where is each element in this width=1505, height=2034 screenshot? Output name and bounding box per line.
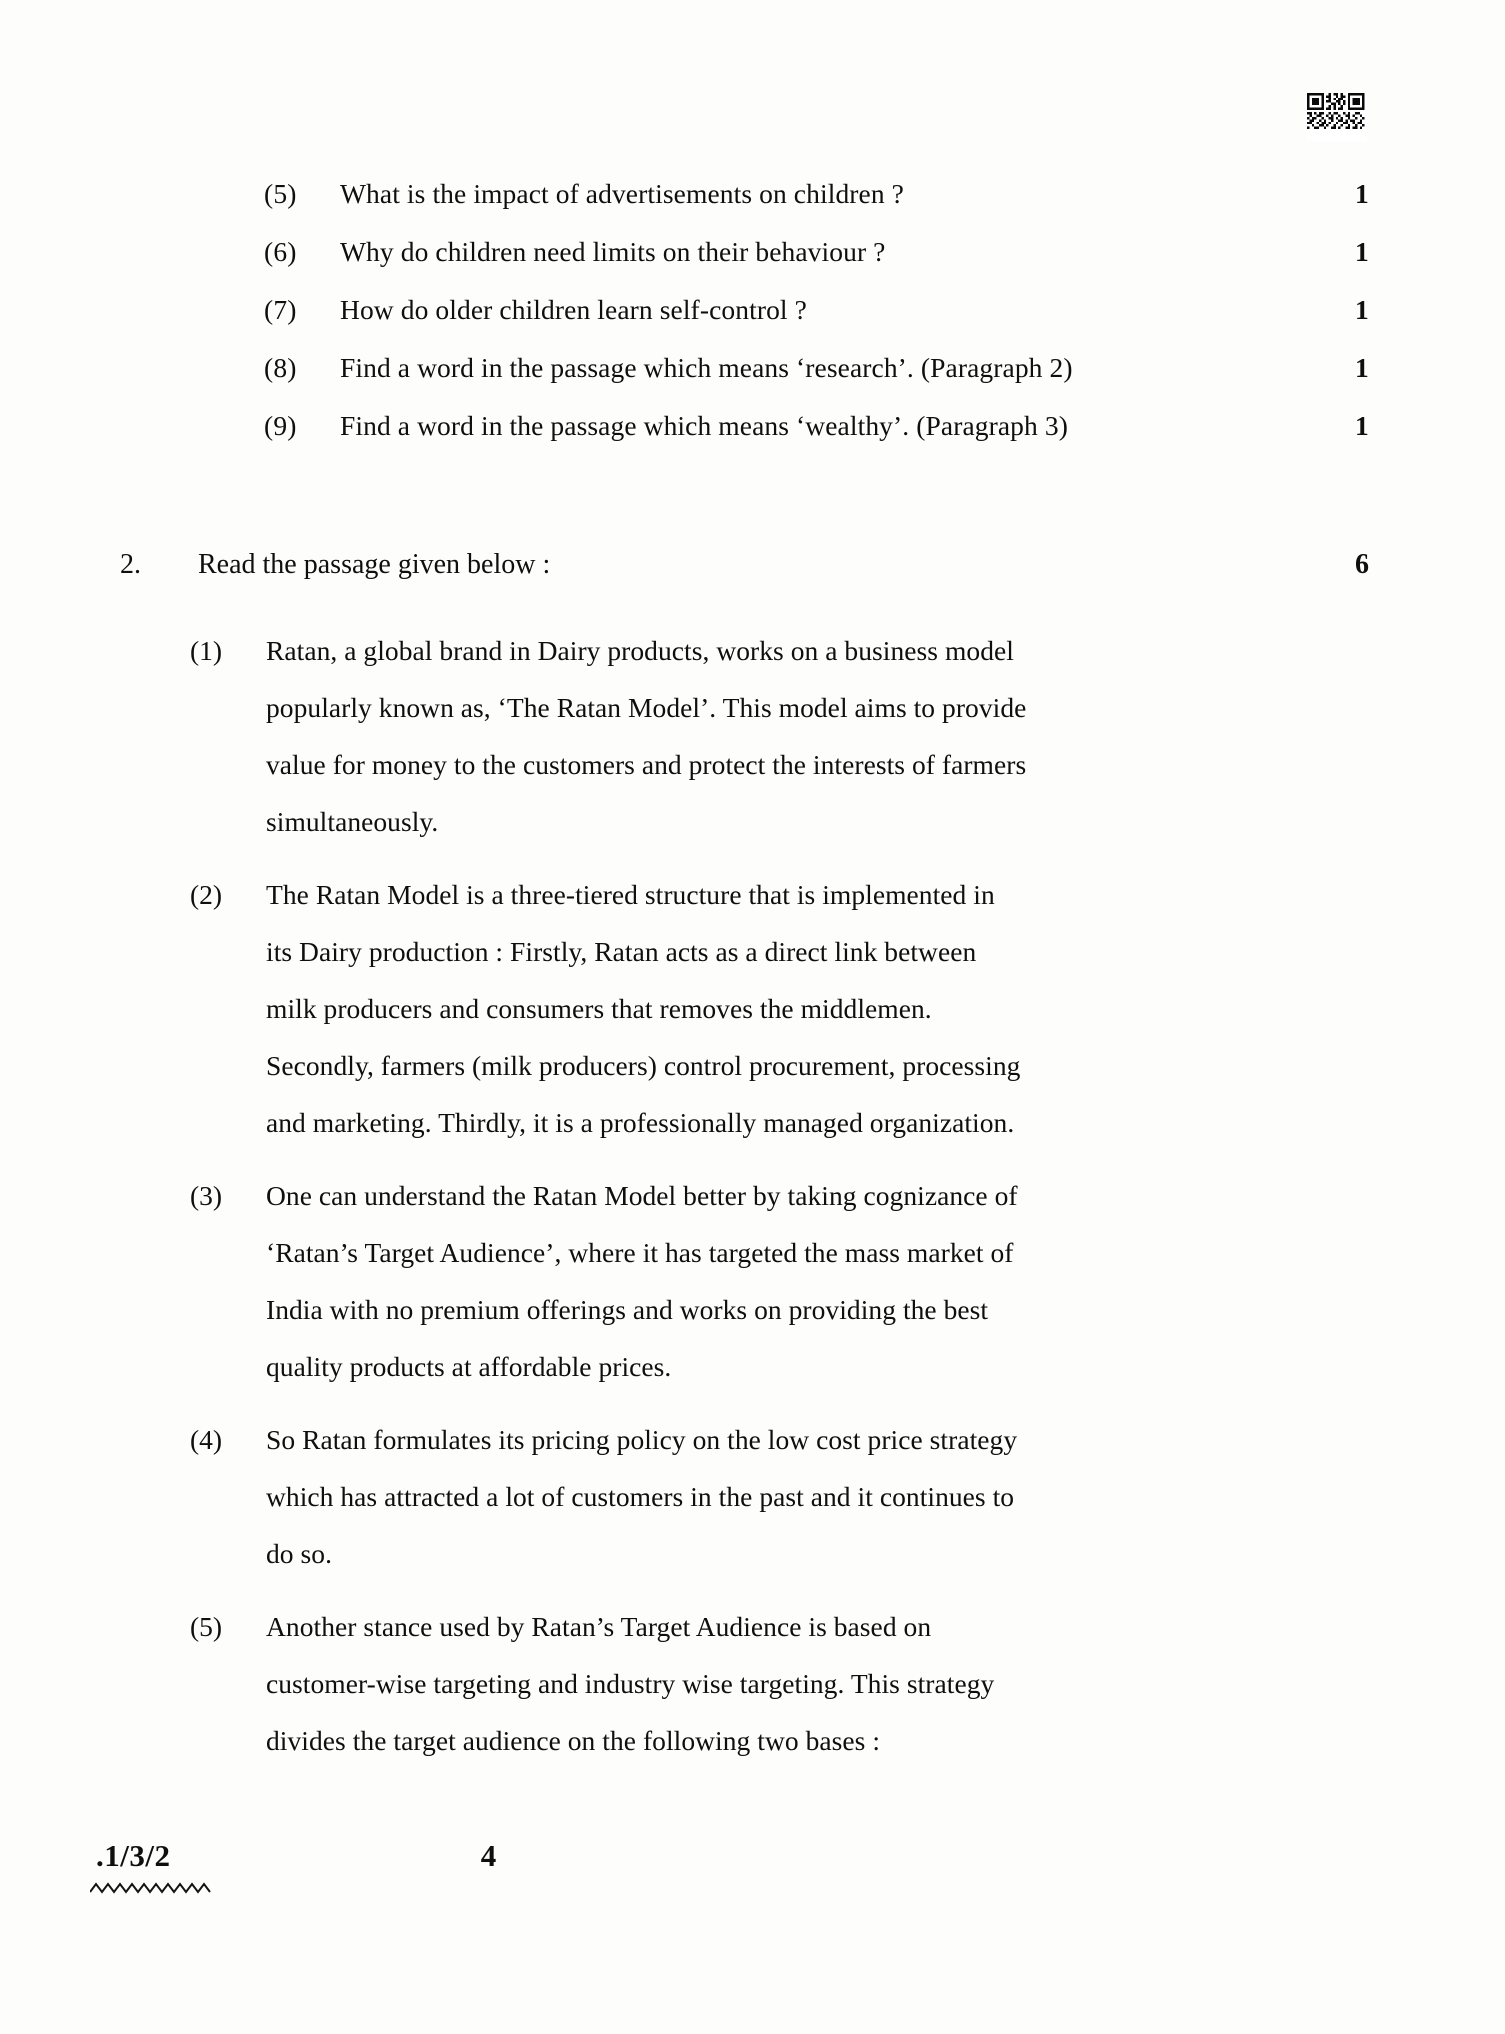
question-row bbox=[0, 410, 1505, 468]
question-text: What is the impact of advertisements on children ? bbox=[340, 178, 904, 209]
paragraph-line: ‘Ratan’s Target Audience’, where it has targeted the mass market of bbox=[266, 1237, 1014, 1268]
paragraph-line: simultaneously. bbox=[266, 806, 439, 837]
paragraph-line: Ratan, a global brand in Dairy products, works on a business model bbox=[266, 635, 1014, 666]
question-text: How do older children learn self-control ? bbox=[340, 294, 807, 325]
question-number: (5) bbox=[264, 178, 297, 209]
question-row bbox=[0, 178, 1505, 236]
question-text: Why do children need limits on their behaviour ? bbox=[340, 236, 886, 267]
section-heading bbox=[0, 549, 1505, 605]
question-text: Find a word in the passage which means ‘wealthy’. (Paragraph 3) bbox=[340, 410, 1068, 441]
paragraph-line: customer-wise targeting and industry wise targeting. This strategy bbox=[266, 1668, 995, 1699]
paragraph-number: (1) bbox=[190, 635, 223, 666]
question-marks: 1 bbox=[1355, 352, 1369, 383]
question-list bbox=[0, 178, 1505, 468]
paragraph-lines bbox=[266, 622, 1330, 850]
squiggle-underline-icon bbox=[90, 1882, 220, 1896]
paragraph-line: which has attracted a lot of customers in the past and it continues to bbox=[266, 1481, 1015, 1512]
passage-paragraph bbox=[0, 1598, 1505, 1769]
question-marks: 1 bbox=[1355, 410, 1369, 441]
paragraph-line: India with no premium offerings and works on providing the best bbox=[266, 1294, 989, 1325]
section-number: 2. bbox=[120, 549, 141, 580]
paragraph-line: Secondly, farmers (milk producers) control procurement, processing bbox=[266, 1050, 1021, 1081]
qr-code-icon bbox=[1307, 93, 1367, 141]
paragraph-line: do so. bbox=[266, 1538, 333, 1569]
paragraph-lines bbox=[266, 1167, 1330, 1395]
paragraph-line: Another stance used by Ratan’s Target Audience is based on bbox=[266, 1611, 932, 1642]
paragraph-line: quality products at affordable prices. bbox=[266, 1351, 672, 1382]
passage-paragraph bbox=[0, 866, 1505, 1151]
paragraph-line: value for money to the customers and protect the interests of farmers bbox=[266, 749, 1027, 780]
passage-paragraph bbox=[0, 1167, 1505, 1395]
paragraph-line: popularly known as, ‘The Ratan Model’. This model aims to provide bbox=[266, 692, 1027, 723]
question-row bbox=[0, 294, 1505, 352]
passage-paragraph bbox=[0, 1411, 1505, 1582]
section-two bbox=[0, 549, 1505, 605]
paragraph-line: So Ratan formulates its pricing policy on the low cost price strategy bbox=[266, 1424, 1018, 1455]
paragraph-lines bbox=[266, 1598, 1330, 1769]
question-row bbox=[0, 236, 1505, 294]
question-marks: 1 bbox=[1355, 236, 1369, 267]
paragraph-lines bbox=[266, 1411, 1330, 1582]
paragraph-line: and marketing. Thirdly, it is a professionally managed organization. bbox=[266, 1107, 1015, 1138]
paragraph-line: The Ratan Model is a three-tiered structure that is implemented in bbox=[266, 879, 995, 910]
paragraph-lines bbox=[266, 866, 1330, 1151]
question-number: (9) bbox=[264, 410, 297, 441]
paragraph-number: (3) bbox=[190, 1180, 223, 1211]
paragraph-number: (2) bbox=[190, 879, 223, 910]
section-marks: 6 bbox=[1355, 549, 1369, 580]
paragraph-line: divides the target audience on the following two bases : bbox=[266, 1725, 881, 1756]
question-marks: 1 bbox=[1355, 178, 1369, 209]
section-title: Read the passage given below : bbox=[198, 549, 551, 580]
paragraph-number: (4) bbox=[190, 1424, 223, 1455]
question-marks: 1 bbox=[1355, 294, 1369, 325]
question-number: (7) bbox=[264, 294, 297, 325]
question-number: (8) bbox=[264, 352, 297, 383]
question-number: (6) bbox=[264, 236, 297, 267]
paragraph-line: One can understand the Ratan Model better by taking cognizance of bbox=[266, 1180, 1018, 1211]
page-number: 4 bbox=[480, 1838, 497, 1873]
paragraph-number: (5) bbox=[190, 1611, 223, 1642]
paper-code: .1/3/2 bbox=[96, 1838, 171, 1873]
paragraph-line: its Dairy production : Firstly, Ratan acts as a direct link between bbox=[266, 936, 977, 967]
paragraph-line: milk producers and consumers that removes the middlemen. bbox=[266, 993, 932, 1024]
question-row bbox=[0, 352, 1505, 410]
page-footer bbox=[0, 1838, 1505, 1938]
passage-paragraph bbox=[0, 622, 1505, 850]
question-text: Find a word in the passage which means ‘research’. (Paragraph 2) bbox=[340, 352, 1073, 383]
passage-body bbox=[0, 622, 1505, 1785]
